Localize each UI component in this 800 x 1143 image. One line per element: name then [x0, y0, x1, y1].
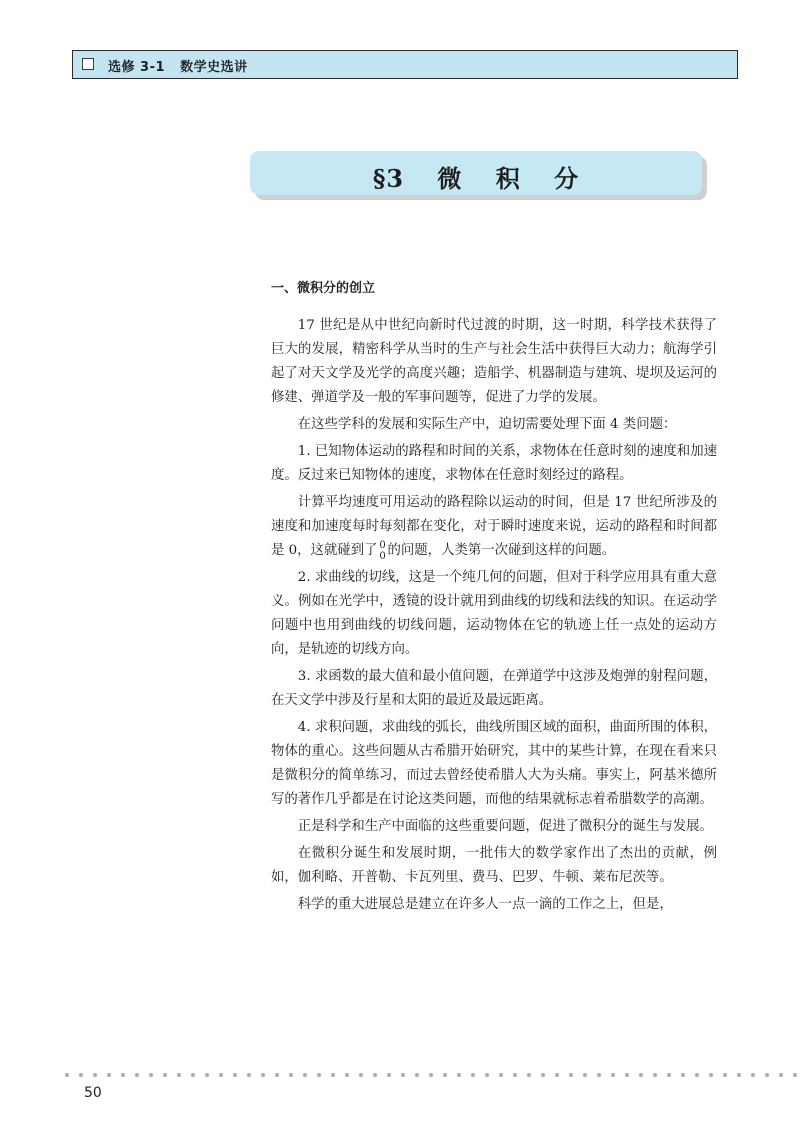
- paragraph: 科学的重大进展总是建立在许多人一点一滴的工作之上，但是，: [297, 897, 673, 912]
- section-heading: 一、微积分的创立: [271, 281, 376, 296]
- fraction-numerator: 0: [379, 539, 386, 551]
- paragraph-speed-after: 的问题，人类第一次碰到这样的问题。: [387, 543, 616, 558]
- chapter-title: §3 微 积 分: [372, 164, 580, 193]
- paragraph: 正是科学和生产中面临的这些重要问题，促进了微积分的诞生与发展。: [297, 819, 713, 834]
- fraction-zero-over-zero: [378, 540, 388, 562]
- banner-square-icon: [82, 58, 94, 70]
- paragraph-speed-before: 计算平均速度可用运动的路程除以运动的时间，但是 17 世纪所涉及的速度和加速度每时每刻都在变化，对于瞬时速度来说，运动的路程和时间都是 0，这就碰到了: [271, 495, 717, 558]
- fraction-denominator: 0: [379, 550, 386, 562]
- banner-text: 选修 3-1 数学史选讲: [108, 60, 248, 75]
- paragraph: 3. 求函数的最大值和最小值问题，在弹道学中这涉及炮弹的射程问题，在天文学中涉及行星和太阳的最近及最远距离。: [271, 669, 717, 708]
- paragraph-speed: [271, 491, 717, 563]
- chapter-title-box: [250, 151, 702, 195]
- paragraph: 1. 已知物体运动的路程和时间的关系，求物体在任意时刻的速度和加速度。反过来已知物体的速度，求物体在任意时刻经过的路程。: [271, 444, 717, 483]
- header-banner: [72, 50, 738, 79]
- paragraph: 2. 求曲线的切线，这是一个纯几何的问题，但对于科学应用具有重大意义。例如在光学中，透镜的设计就用到曲线的切线和法线的知识。在运动学问题中也用到曲线的切线问题，运动物体在它的轨迹上任一点处的运动方向，是轨迹的切线方向。: [271, 570, 717, 657]
- paragraph: 在微积分诞生和发展时期，一批伟大的数学家作出了杰出的贡献，例如，伽利略、开普勒、卡瓦列里、费马、巴罗、牛顿、莱布尼茨等。: [271, 846, 717, 885]
- paragraph: 4. 求积问题，求曲线的弧长，曲线所围区域的面积，曲面所围的体积，物体的重心。这些问题从古希腊开始研究，其中的某些计算，在现在看来只是微积分的简单练习，而过去曾经使希腊人大为头痛。事实上，阿基米德所写的著作几乎都是在讨论这类问题，而他的结果就标志着希腊数学的高潮。: [271, 720, 717, 807]
- page-number: 50: [84, 1085, 102, 1101]
- body-text: [271, 314, 717, 920]
- paragraph: 17 世纪是从中世纪向新时代过渡的时期，这一时期，科学技术获得了巨大的发展，精密科学从当时的生产与社会生活中获得巨大动力；航海学引起了对天文学及光学的高度兴趣；造船学、机器制造与建筑、堤坝及运河的修建、弹道学及一般的军事问题等，促进了力学的发展。: [271, 318, 717, 405]
- paragraph: 在这些学科的发展和实际生产中，迫切需要处理下面 4 类问题：: [297, 417, 677, 432]
- footer-dotted-rule: [60, 1072, 800, 1078]
